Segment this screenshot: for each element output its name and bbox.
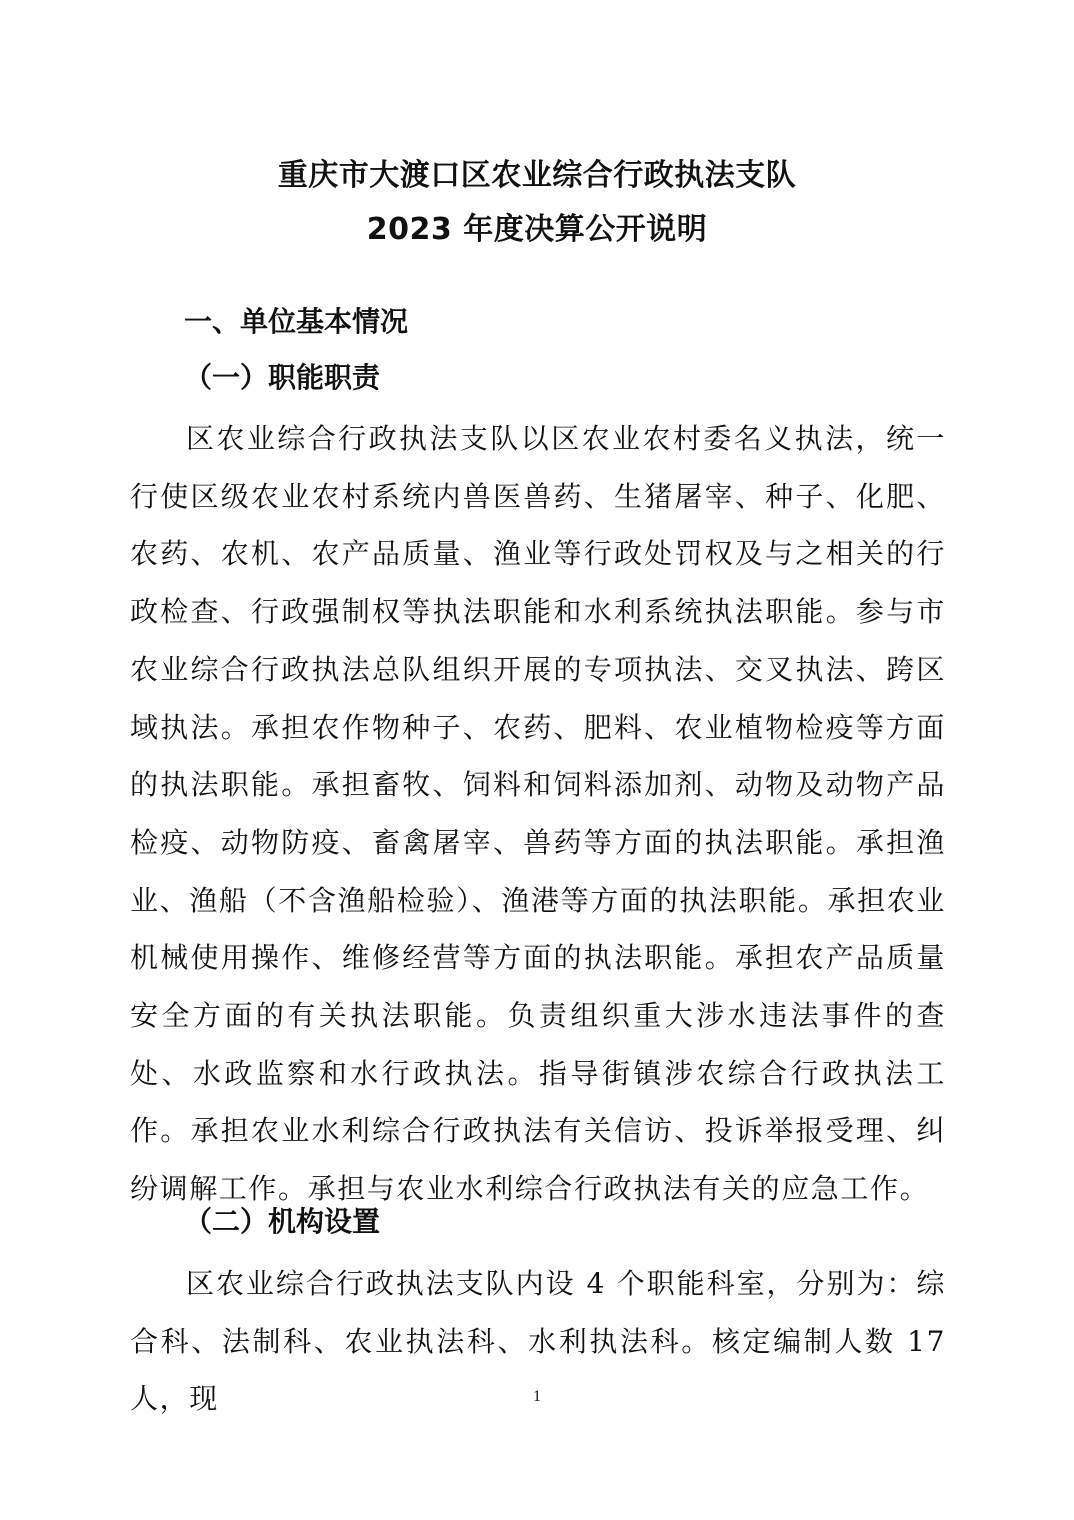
document-title-line-1: 重庆市大渡口区农业综合行政执法支队 bbox=[277, 158, 797, 193]
section-heading-unit-basic-info: 一、单位基本情况 bbox=[184, 305, 409, 338]
functions-paragraph: 区农业综合行政执法支队以区农业农村委名义执法，统一行使区级农业农村系统内兽医兽药、生猪屠宰、种子、化肥、农药、农机、农产品质量、渔业等行政处罚权及与之相关的行政检查、行政强制权等执法职能和水利系统执法职能。参与市农业综合行政执法总队组织开展的专项执法、交叉执法、跨区域执法。承担农作物种子、农药、肥料、农业植物检疫等方面的执法职能。承担畜牧、饲料和饲料添加剂、动物及动物产品检疫、动物防疫、畜禽屠宰、兽药等方面的执法职能。承担渔业、渔船（不含渔船检验）、渔港等方面的执法职能。承担农业机械使用操作、维修经营等方面的执法职能。承担农产品质量安全方面的有关执法职能。负责组织重大涉水违法事件的查处、水政监察和水行政执法。指导街镇涉农综合行政执法工作。承担农业水利综合行政执法有关信访、投诉举报受理、纠纷调解工作。承担与农业水利综合行政执法有关的应急工作。 bbox=[130, 422, 946, 1206]
page-number: 1 bbox=[533, 1388, 541, 1405]
organization-paragraph: 区农业综合行政执法支队内设 4 个职能科室，分别为：综合科、法制科、农业执法科、水利执法科。核定编制人数 17 人，现 bbox=[130, 1267, 946, 1416]
subsection-heading-organization: （二）机构设置 bbox=[184, 1205, 381, 1238]
document-title-line-2: 2023 年度决算公开说明 bbox=[366, 212, 708, 247]
subsection-heading-functions: （一）职能职责 bbox=[184, 361, 381, 394]
